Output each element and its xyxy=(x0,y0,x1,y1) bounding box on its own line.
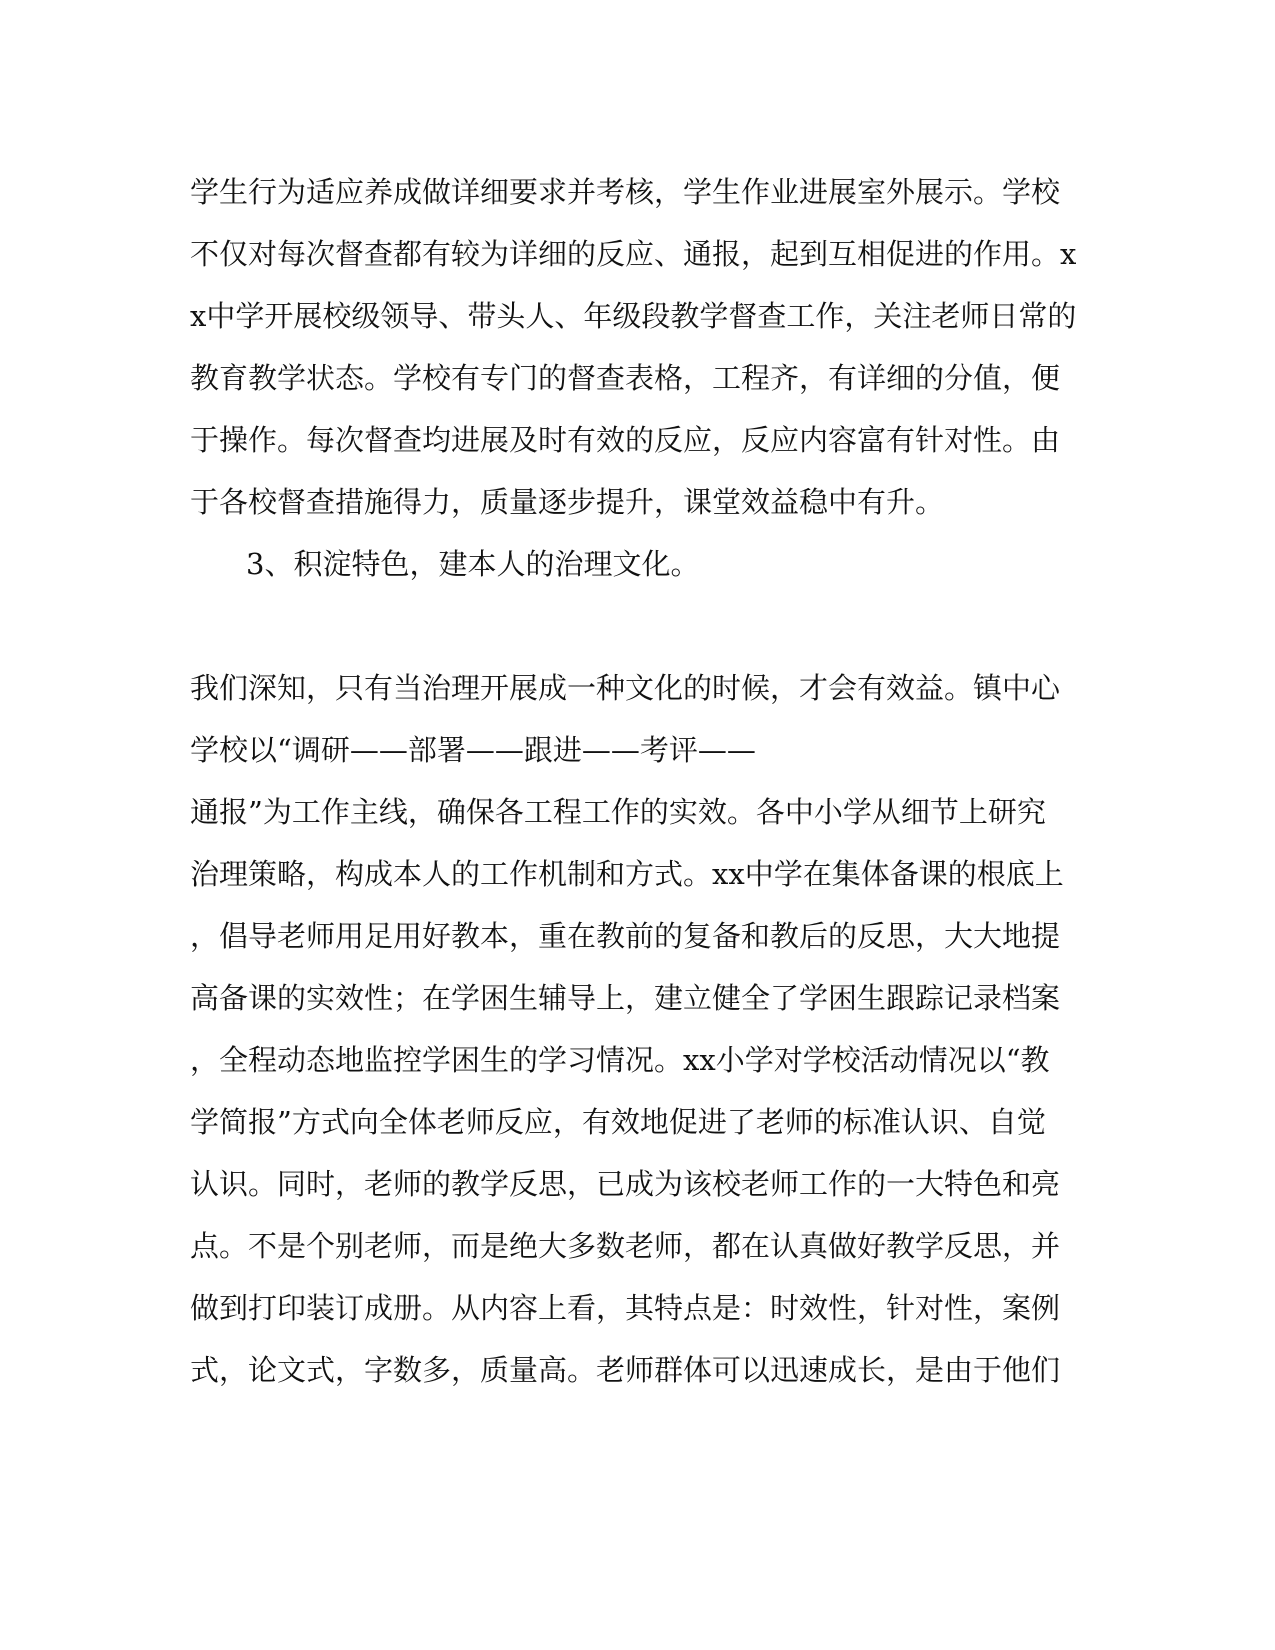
paragraph-line: 做到打印装订成册。从内容上看，其特点是：时效性，针对性，案例 xyxy=(190,1291,1061,1325)
paragraph-line: 教育教学状态。学校有专门的督查表格，工程齐，有详细的分值，便 xyxy=(190,361,1061,395)
paragraph-line: 点。不是个别老师，而是绝大多数老师，都在认真做好教学反思，并 xyxy=(190,1229,1061,1263)
paragraph-line: 学简报”方式向全体老师反应，有效地促进了老师的标准认识、自觉 xyxy=(190,1105,1046,1139)
paragraph-line: 不仅对每次督查都有较为详细的反应、通报，起到互相促进的作用。x xyxy=(190,237,1077,271)
paragraph-line: 我们深知，只有当治理开展成一种文化的时候，才会有效益。镇中心 xyxy=(190,671,1061,705)
paragraph-line: ，倡导老师用足用好教本，重在教前的复备和教后的反思，大大地提 xyxy=(190,919,1061,953)
paragraph-line: 通报”为工作主线，确保各工程工作的实效。各中小学从细节上研究 xyxy=(190,795,1046,829)
paragraph-line: 于各校督查措施得力，质量逐步提升，课堂效益稳中有升。 xyxy=(190,485,945,519)
section-heading: 3、积淀特色，建本人的治理文化。 xyxy=(246,547,700,581)
paragraph-line: 学生行为适应养成做详细要求并考核，学生作业进展室外展示。学校 xyxy=(190,175,1061,209)
paragraph-line: x中学开展校级领导、带头人、年级段教学督查工作，关注老师日常的 xyxy=(190,299,1077,333)
paragraph-line: 学校以“调研——部署——跟进——考评—— xyxy=(190,733,756,767)
paragraph-line: 式，论文式，字数多，质量高。老师群体可以迅速成长，是由于他们 xyxy=(190,1353,1061,1387)
paragraph-line: 认识。同时，老师的教学反思，已成为该校老师工作的一大特色和亮 xyxy=(190,1167,1061,1201)
paragraph-line: ，全程动态地监控学困生的学习情况。xx小学对学校活动情况以“教 xyxy=(190,1043,1050,1077)
paragraph-line: 治理策略，构成本人的工作机制和方式。xx中学在集体备课的根底上 xyxy=(190,857,1064,891)
paragraph-line: 高备课的实效性；在学困生辅导上，建立健全了学困生跟踪记录档案 xyxy=(190,981,1061,1015)
paragraph-line: 于操作。每次督查均进展及时有效的反应，反应内容富有针对性。由 xyxy=(190,423,1061,457)
